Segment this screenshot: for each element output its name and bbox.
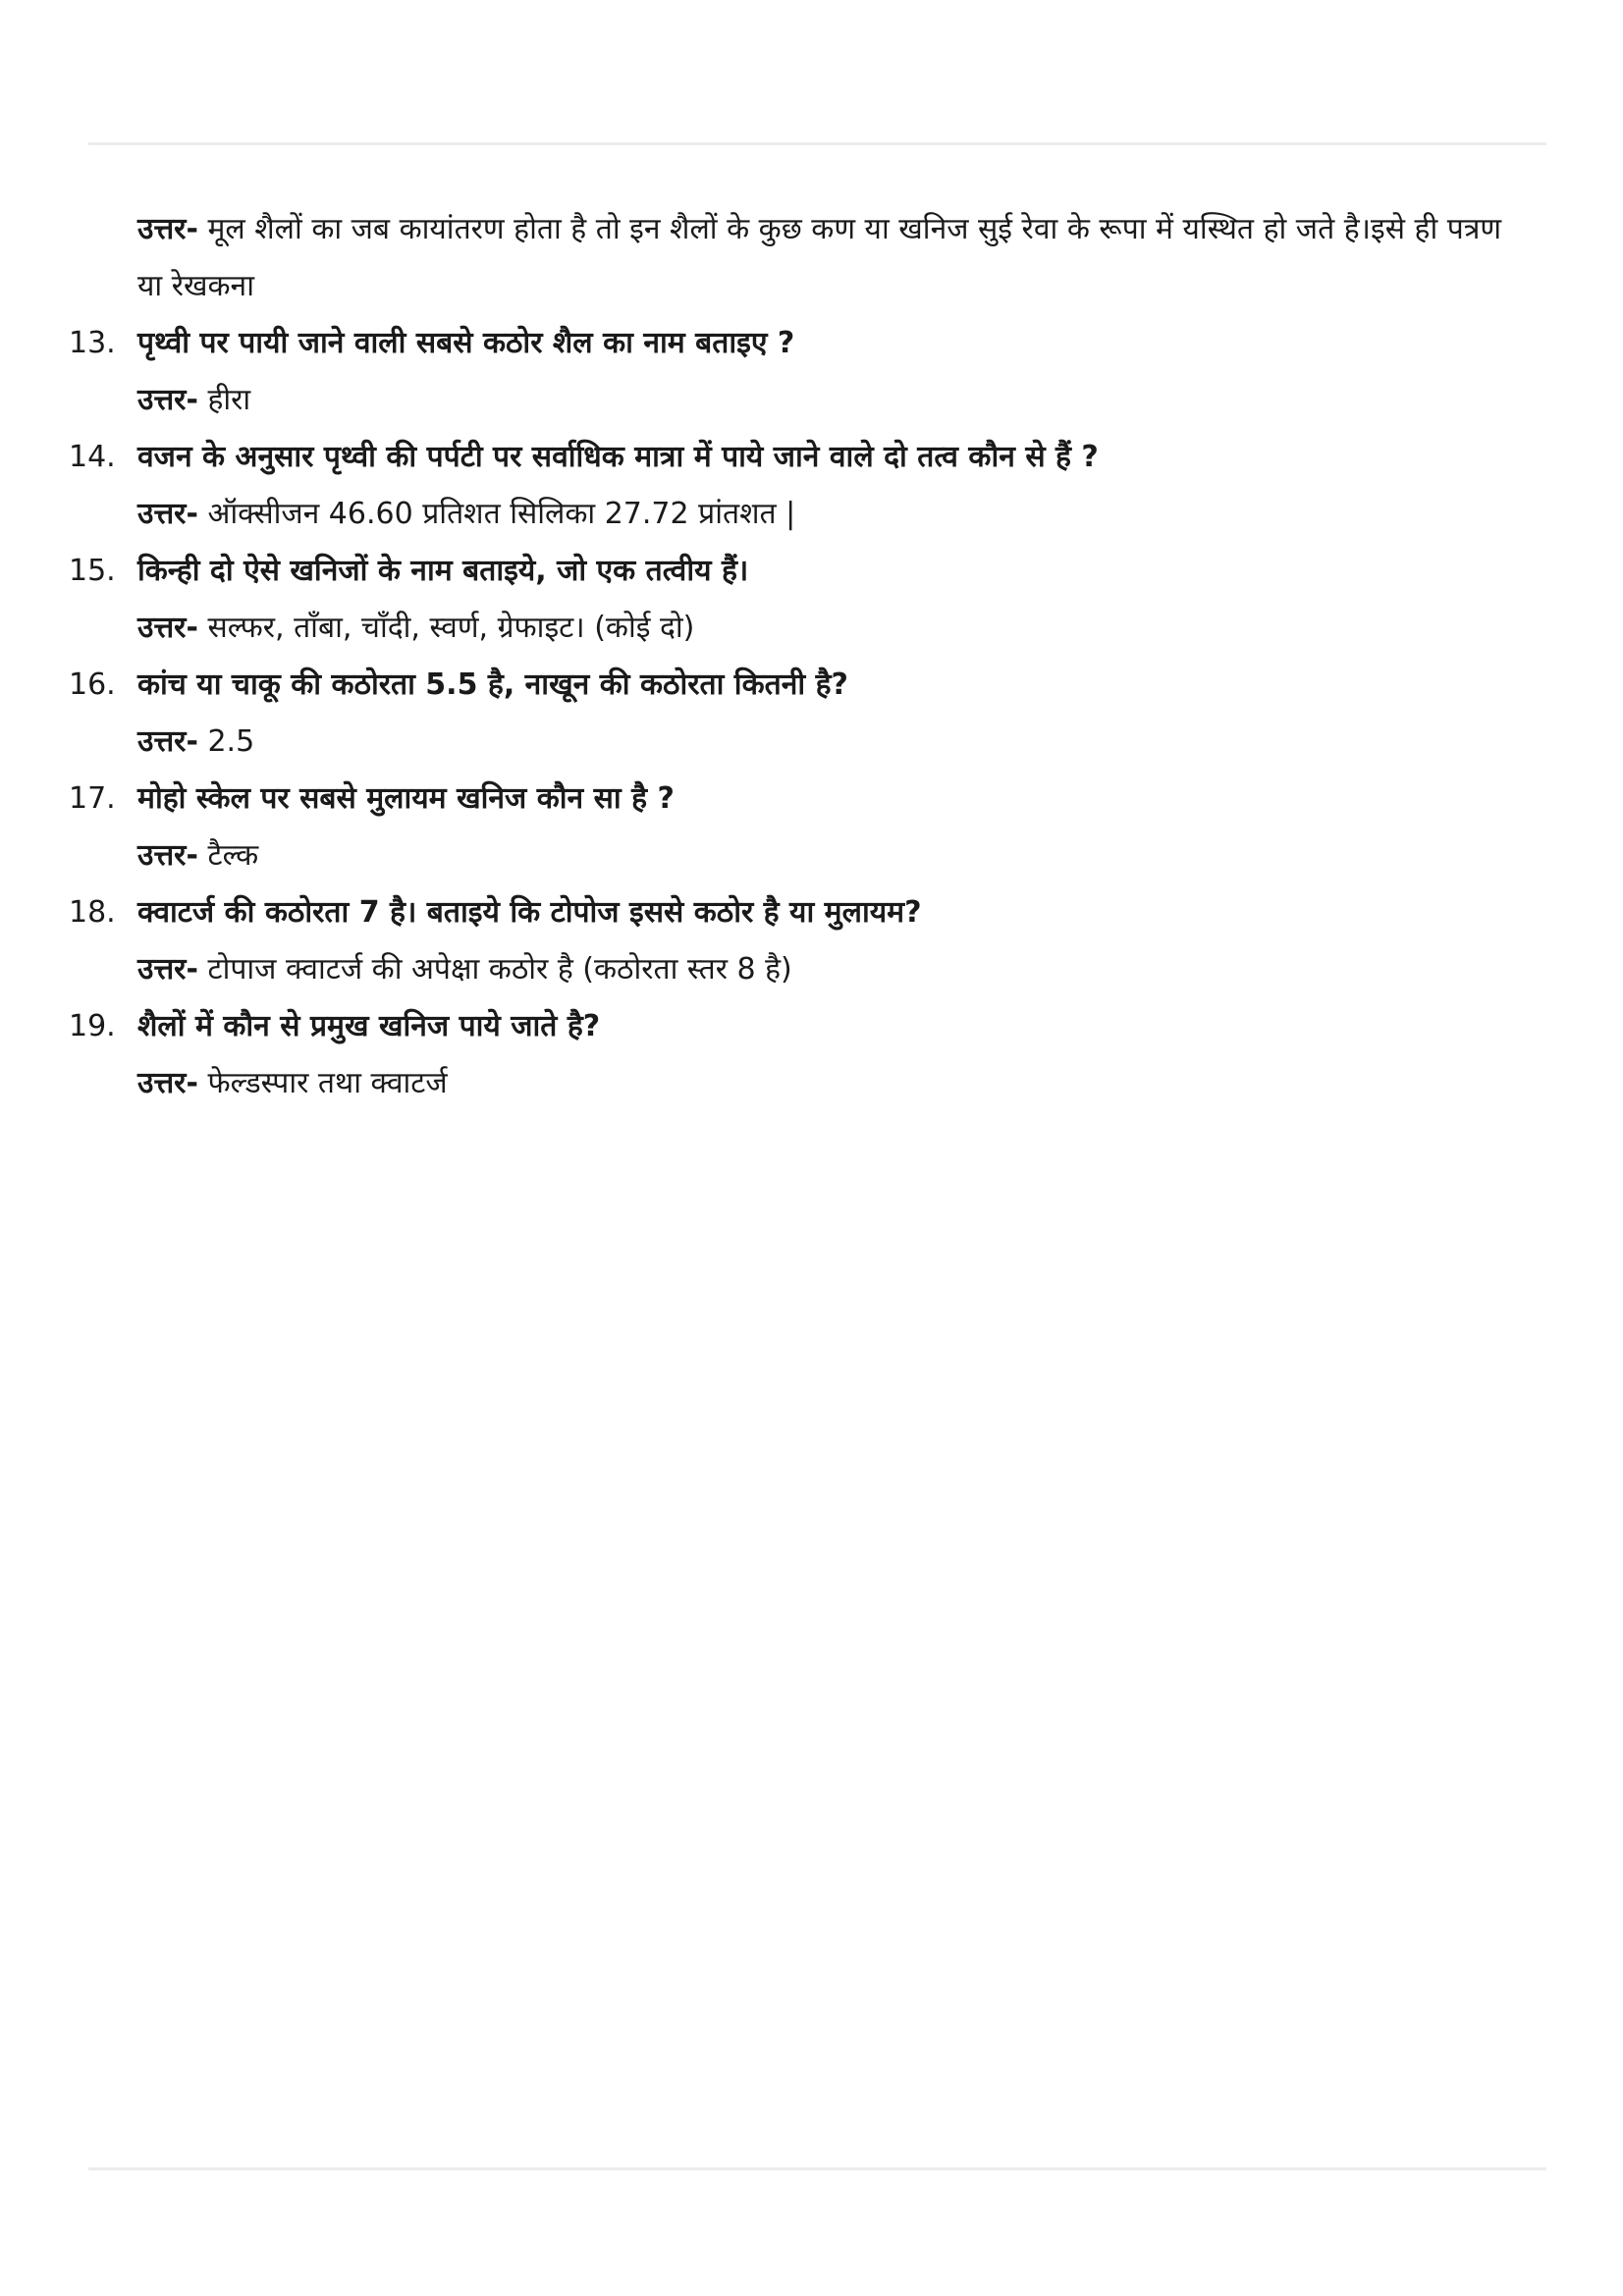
question-number: 14. [69,440,116,474]
answer-text: हीरा [207,383,251,417]
answer-label: उत्तर- [137,383,198,417]
question-text: शैलों में कौन से प्रमुख खनिज पाये जाते है? [137,1009,601,1043]
question-text: वजन के अनुसार पृथ्वी की पर्पटी पर सर्वाधिक मात्रा में पाये जाने वाले दो तत्व कौन से हैं ? [137,440,1099,474]
question-text: किन्ही दो ऐसे खनिजों के नाम बताइये, जो एक तत्वीय हैं। [137,554,749,588]
answer-line [69,372,1542,429]
question-item [69,543,1542,600]
answer-line [69,941,1542,998]
answer-label: उत्तर- [137,724,198,759]
answer-label: उत्तर- [137,611,198,645]
question-number: 16. [69,667,116,702]
answer-text: टोपाज क्वाटर्ज की अपेक्षा कठोर है (कठोरता स्तर 8 है) [207,952,792,987]
question-item [69,884,1542,941]
question-number: 19. [69,1009,116,1043]
answer-line [69,600,1542,657]
answer-line [69,486,1542,543]
continuation-answer [69,201,1532,315]
answer-text: ऑक्सीजन 46.60 प्रतिशत सिलिका 27.72 प्रांतशत | [207,497,796,531]
answer-line [69,1055,1542,1112]
question-item [69,429,1542,486]
answer-text: मूल शैलों का जब कायांतरण होता है तो इन शैलों के कुछ कण या खनिज सुई रेवा के रूपा में यस्थित हो जते है।इसे ही पत्रण या रेखकना [137,212,1502,303]
question-number: 15. [69,554,116,588]
question-number: 13. [69,326,116,360]
top-divider [88,142,1546,145]
question-item [69,771,1542,828]
question-item [69,998,1542,1055]
question-number: 18. [69,895,116,930]
answer-line [69,828,1542,884]
answer-text: सल्फर, ताँबा, चाँदी, स्वर्ण, ग्रेफाइट। (कोई दो) [207,611,695,645]
question-item [69,315,1542,372]
question-text: क्वाटर्ज की कठोरता 7 है। बताइये कि टोपोज इससे कठोर है या मुलायम? [137,895,922,930]
answer-label: उत्तर- [137,497,198,531]
question-text: कांच या चाकू की कठोरता 5.5 है, नाखून की कठोरता कितनी है? [137,667,848,702]
document-body [69,201,1542,1112]
answer-label: उत्तर- [137,212,198,246]
answer-label: उत्तर- [137,838,198,873]
answer-line [69,714,1542,771]
answer-text: टैल्क [207,838,259,873]
answer-label: उत्तर- [137,1066,198,1100]
answer-label: उत्तर- [137,952,198,987]
question-item [69,657,1542,714]
answer-text: फेल्डस्पार तथा क्वाटर्ज [207,1066,448,1100]
bottom-divider [88,2167,1546,2170]
answer-text: 2.5 [207,724,255,759]
question-number: 17. [69,781,116,816]
question-text: मोहो स्केल पर सबसे मुलायम खनिज कौन सा है ? [137,781,675,816]
question-text: पृथ्वी पर पायी जाने वाली सबसे कठोर शैल का नाम बताइए ? [137,326,795,360]
